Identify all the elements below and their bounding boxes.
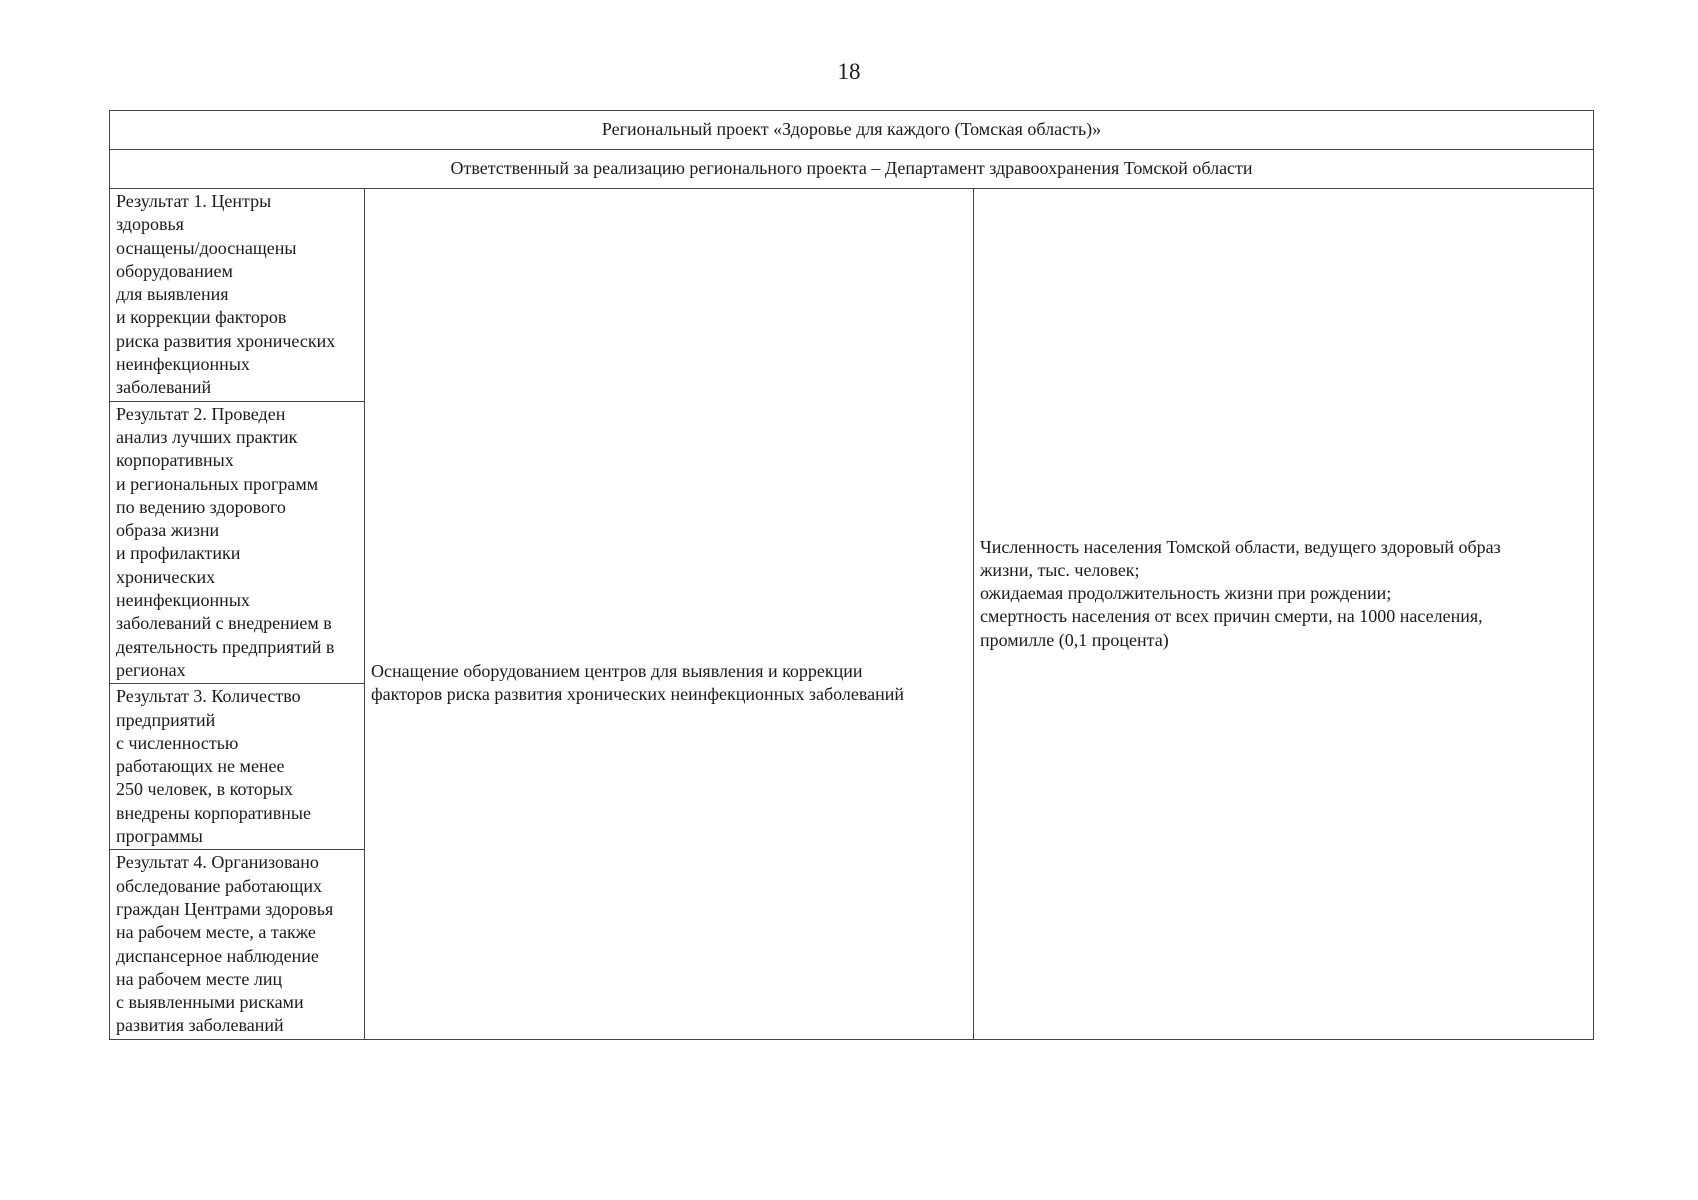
result-4-line: на рабочем месте лиц [116, 968, 283, 989]
result-1-line: и коррекции факторов [116, 307, 287, 328]
measure-cell [365, 189, 974, 1040]
result-2-line: заболеваний с внедрением в [116, 613, 332, 634]
result-1-line: оснащены/дооснащены [116, 237, 297, 258]
measure-line: факторов риска развития хронических неинфекционных заболеваний [371, 683, 905, 704]
result-4-line: с выявленными рисками [116, 992, 304, 1013]
result-2-line: и профилактики [116, 543, 241, 564]
result-2-line: образа жизни [116, 520, 220, 541]
result-2-line: хронических [116, 566, 216, 587]
result-4-line: на рабочем месте, а также [116, 922, 316, 943]
result-3-line: работающих не менее [116, 756, 285, 777]
result-2-line: Результат 2. Проведен [116, 403, 286, 424]
result-1-line: оборудованием [116, 260, 233, 281]
result-2-line: деятельность предприятий в [116, 636, 335, 657]
result-2-line: регионах [116, 659, 186, 680]
result-1-line: риска развития хронических [116, 330, 336, 351]
measure-line: Оснащение оборудованием центров для выявления и коррекции [371, 660, 863, 681]
responsible-department: Ответственный за реализацию регионального проекта – Департамент здравоохранения Томской области [110, 150, 1594, 189]
result-4-line: граждан Центрами здоровья [116, 898, 334, 919]
result-2-line: по ведению здорового [116, 496, 286, 517]
indicators-cell [974, 189, 1594, 1040]
indicator-line: ожидаемая продолжительность жизни при рождении; [980, 583, 1392, 604]
project-title: Региональный проект «Здоровье для каждого (Томская область)» [110, 111, 1594, 150]
result-3-line: внедрены корпоративные [116, 802, 311, 823]
result-row-1 [110, 189, 1594, 402]
indicator-line: смертность населения от всех причин смерти, на 1000 населения, [980, 606, 1483, 627]
indicator-line: промилле (0,1 процента) [980, 629, 1169, 650]
result-4-line: Результат 4. Организовано [116, 852, 319, 873]
result-2 [110, 401, 365, 684]
result-1-line: здоровья [116, 214, 184, 235]
result-2-line: и региональных программ [116, 473, 319, 494]
indicator-line: Численность населения Томской области, ведущего здоровый образ [980, 536, 1501, 557]
responsible-row [110, 150, 1594, 189]
result-2-line: анализ лучших практик [116, 426, 298, 447]
result-4-line: обследование работающих [116, 875, 322, 896]
page-number: 18 [837, 59, 861, 84]
result-2-line: корпоративных [116, 450, 234, 471]
result-2-line: неинфекционных [116, 590, 250, 611]
result-1-line: для выявления [116, 284, 229, 305]
result-3-line: 250 человек, в которых [116, 779, 293, 800]
project-table [109, 110, 1594, 1040]
result-3 [110, 684, 365, 850]
result-4-line: диспансерное наблюдение [116, 945, 319, 966]
result-1 [110, 189, 365, 402]
result-3-line: предприятий [116, 709, 216, 730]
project-title-row [110, 111, 1594, 150]
result-3-line: с численностью [116, 732, 239, 753]
result-4-line: развития заболеваний [116, 1015, 284, 1036]
result-1-line: Результат 1. Центры [116, 191, 272, 211]
result-1-line: неинфекционных [116, 354, 250, 375]
indicator-line: жизни, тыс. человек; [980, 559, 1140, 580]
result-3-line: программы [116, 826, 203, 847]
result-4 [110, 850, 365, 1039]
result-1-line: заболеваний [116, 377, 212, 398]
result-3-line: Результат 3. Количество [116, 686, 301, 707]
